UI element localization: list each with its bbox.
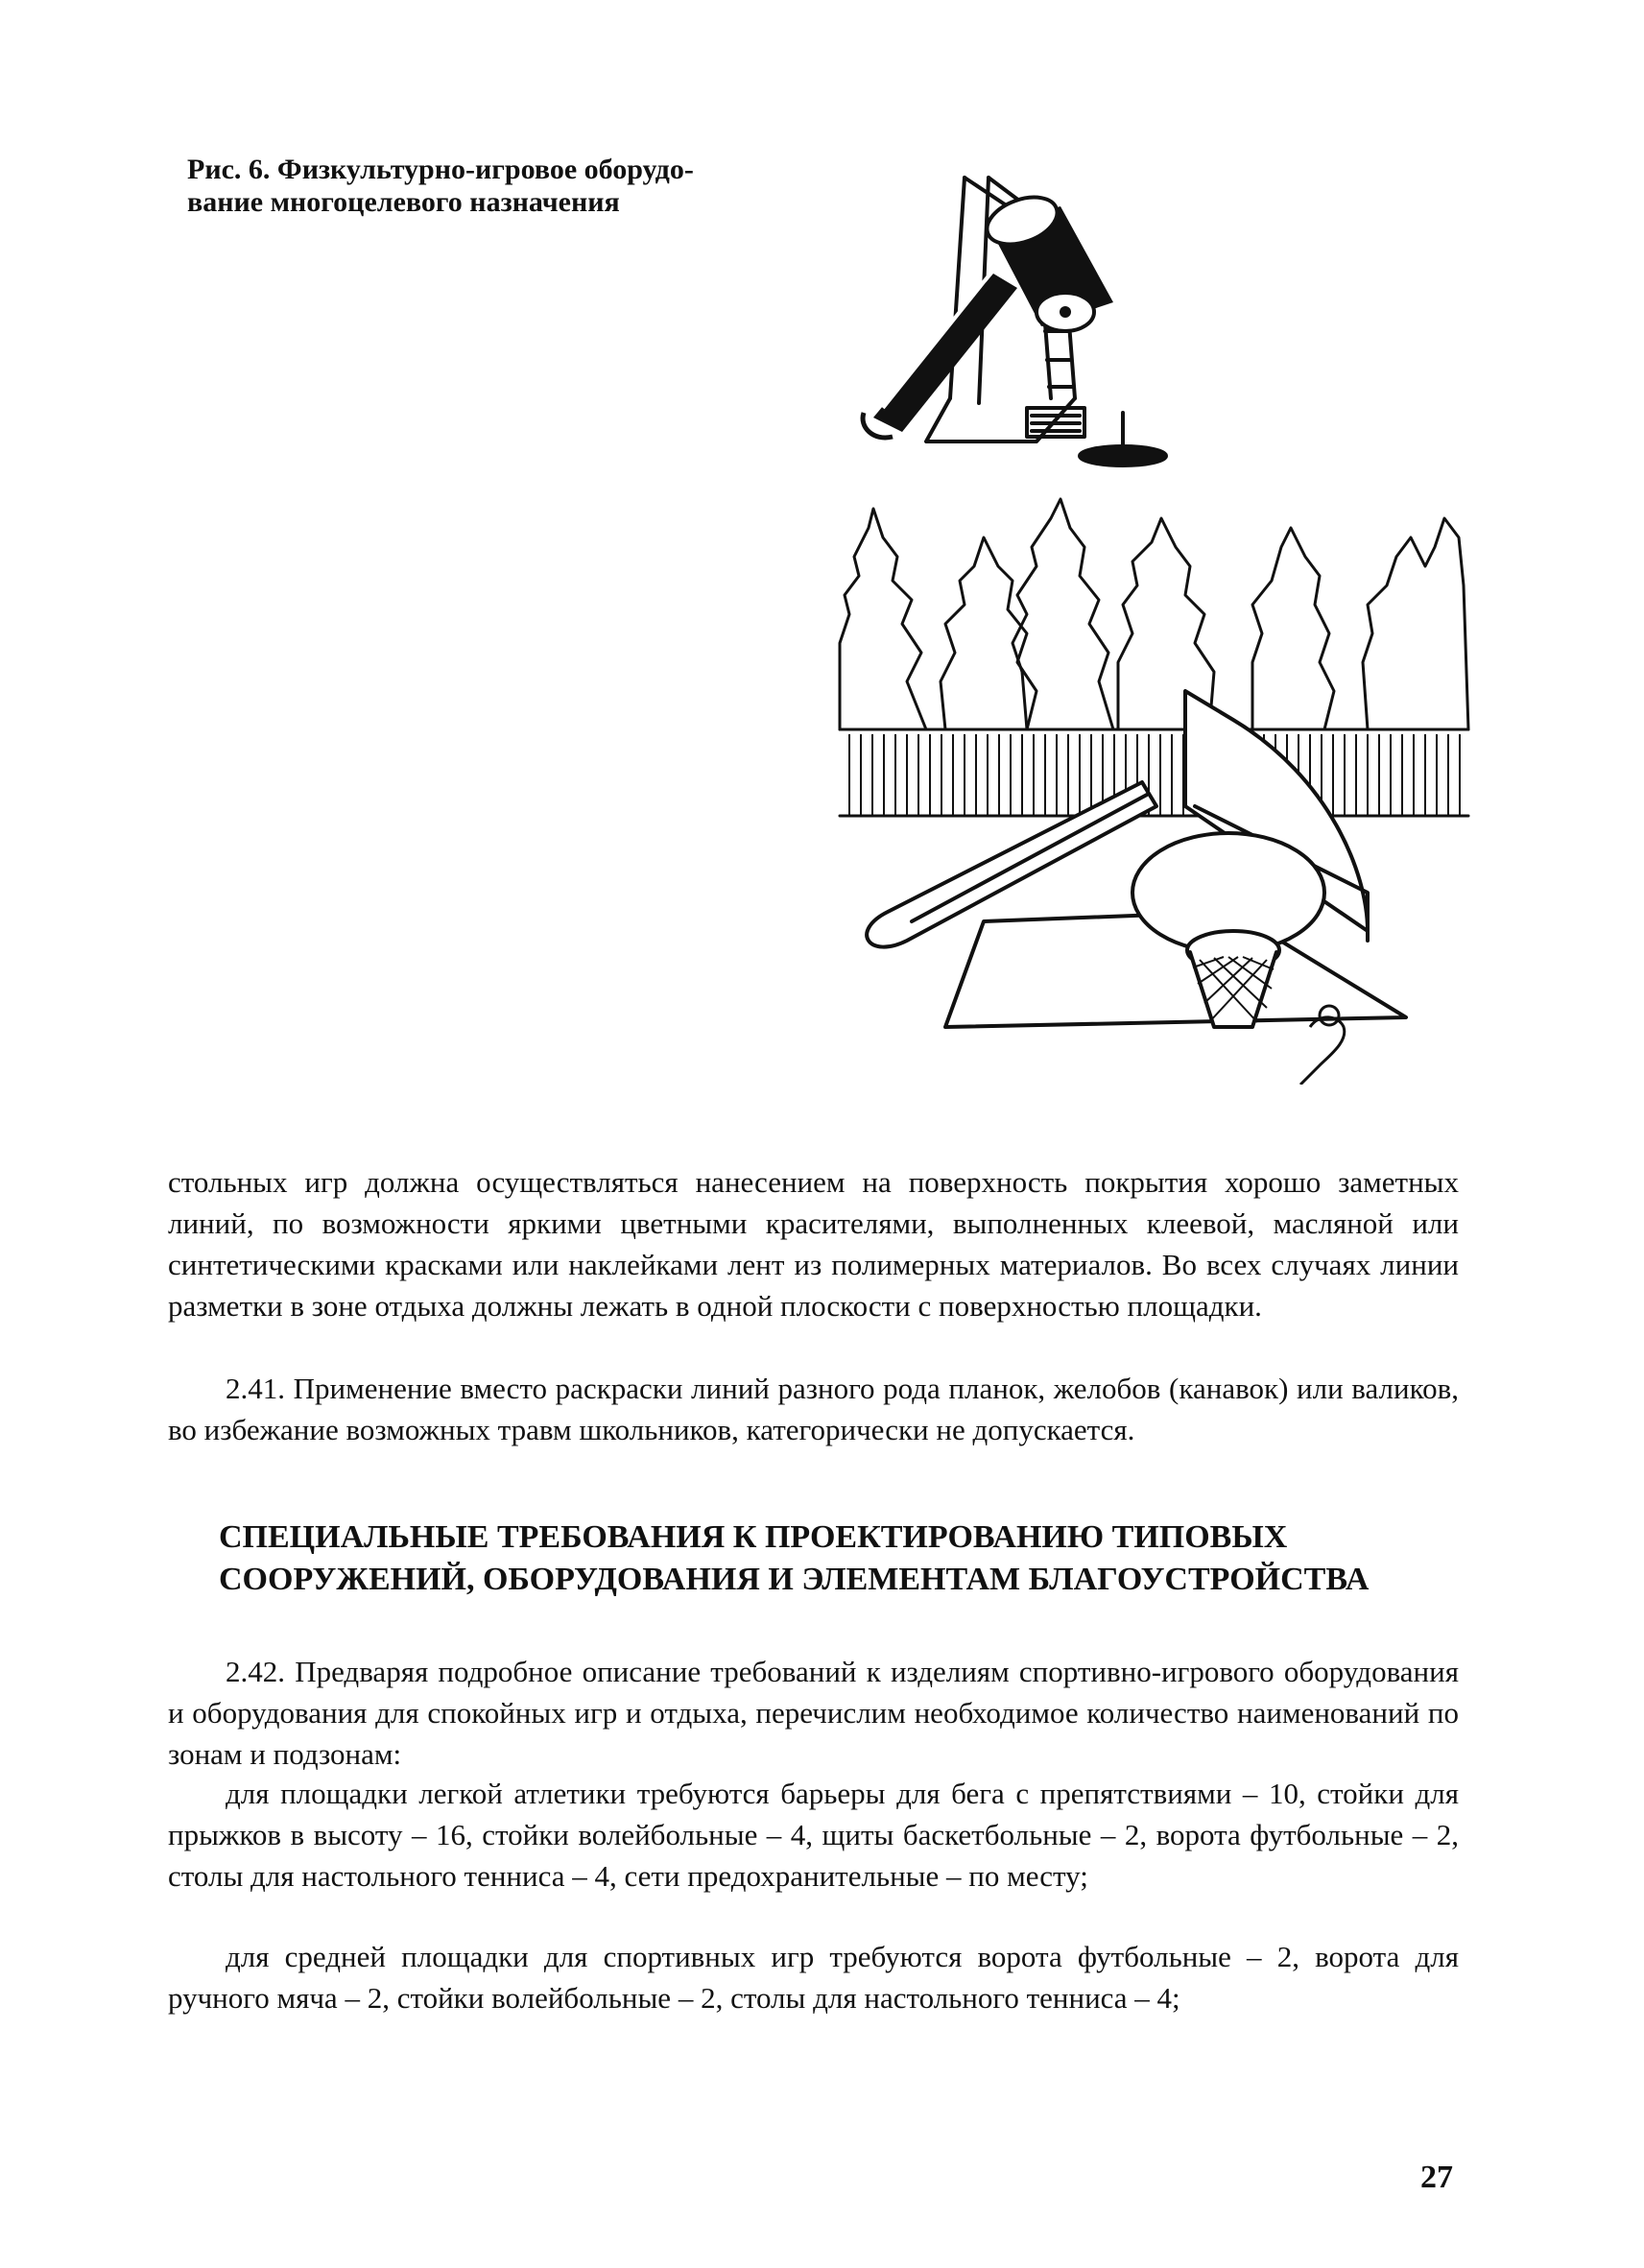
- figure-caption-line-1: Рис. 6. Физкультурно-игровое оборудо-: [187, 154, 694, 185]
- section-heading-line-1: СПЕЦИАЛЬНЫЕ ТРЕБОВАНИЯ К ПРОЕКТИРОВАНИЮ ТИПОВЫХ: [219, 1519, 1288, 1555]
- paragraph-athletics-list: [168, 1773, 1459, 1897]
- page-number: 27: [1420, 2160, 1453, 2195]
- paragraph-2-41: [168, 1368, 1459, 1450]
- section-heading-line-2: СООРУЖЕНИЙ, ОБОРУДОВАНИЯ И ЭЛЕМЕНТАМ БЛАГОУСТРОЙСТВА: [219, 1562, 1370, 1597]
- paragraph-continuation: [168, 1161, 1459, 1326]
- play-equipment-illustration: [835, 168, 1180, 475]
- section-heading: [219, 1516, 1418, 1601]
- slide-basketball-illustration: [830, 489, 1483, 1085]
- paragraph-text: 2.42. Предваряя подробное описание требований к изделиям спортивно-игрового оборудования и оборудования для спокойных игр и отдыха, перечислим необходимое количество наименований по зонам и подзонам:: [168, 1655, 1459, 1771]
- paragraph-text: 2.41. Применение вместо раскраски линий разного рода планок, желобов (канавок) или валиков, во избежание возможных травм школьников, категорически не допускается.: [168, 1372, 1459, 1446]
- paragraph-games-list: [168, 1936, 1459, 2018]
- figure-caption-line-2: вание многоцелевого назначения: [187, 186, 620, 218]
- paragraph-text: для средней площадки для спортивных игр требуются ворота футбольные – 2, ворота для ручного мяча – 2, стойки волейбольные – 2, столы для настольного тенниса – 4;: [168, 1940, 1459, 2015]
- figure-caption: [187, 154, 840, 219]
- paragraph-2-42: [168, 1651, 1459, 1775]
- paragraph-text: для площадки легкой атлетики требуются барьеры для бега с препятствиями – 10, стойки для прыжков в высоту – 16, стойки волейбольные – 4, щиты баскетбольные – 2, ворота футбольные – 2, столы для настольного тенниса – 4, сети предохранительные – по месту;: [168, 1777, 1459, 1893]
- paragraph-text: стольных игр должна осуществляться нанесением на поверхность покрытия хорошо заметных линий, по возможности яркими цветными красителями, выполненных клеевой, масляной или синтетическими красками или наклейками лент из полимерных материалов. Во всех случаях линии разметки в зоне отдыха должны лежать в одной плоскости с поверхностью площадки.: [168, 1165, 1459, 1323]
